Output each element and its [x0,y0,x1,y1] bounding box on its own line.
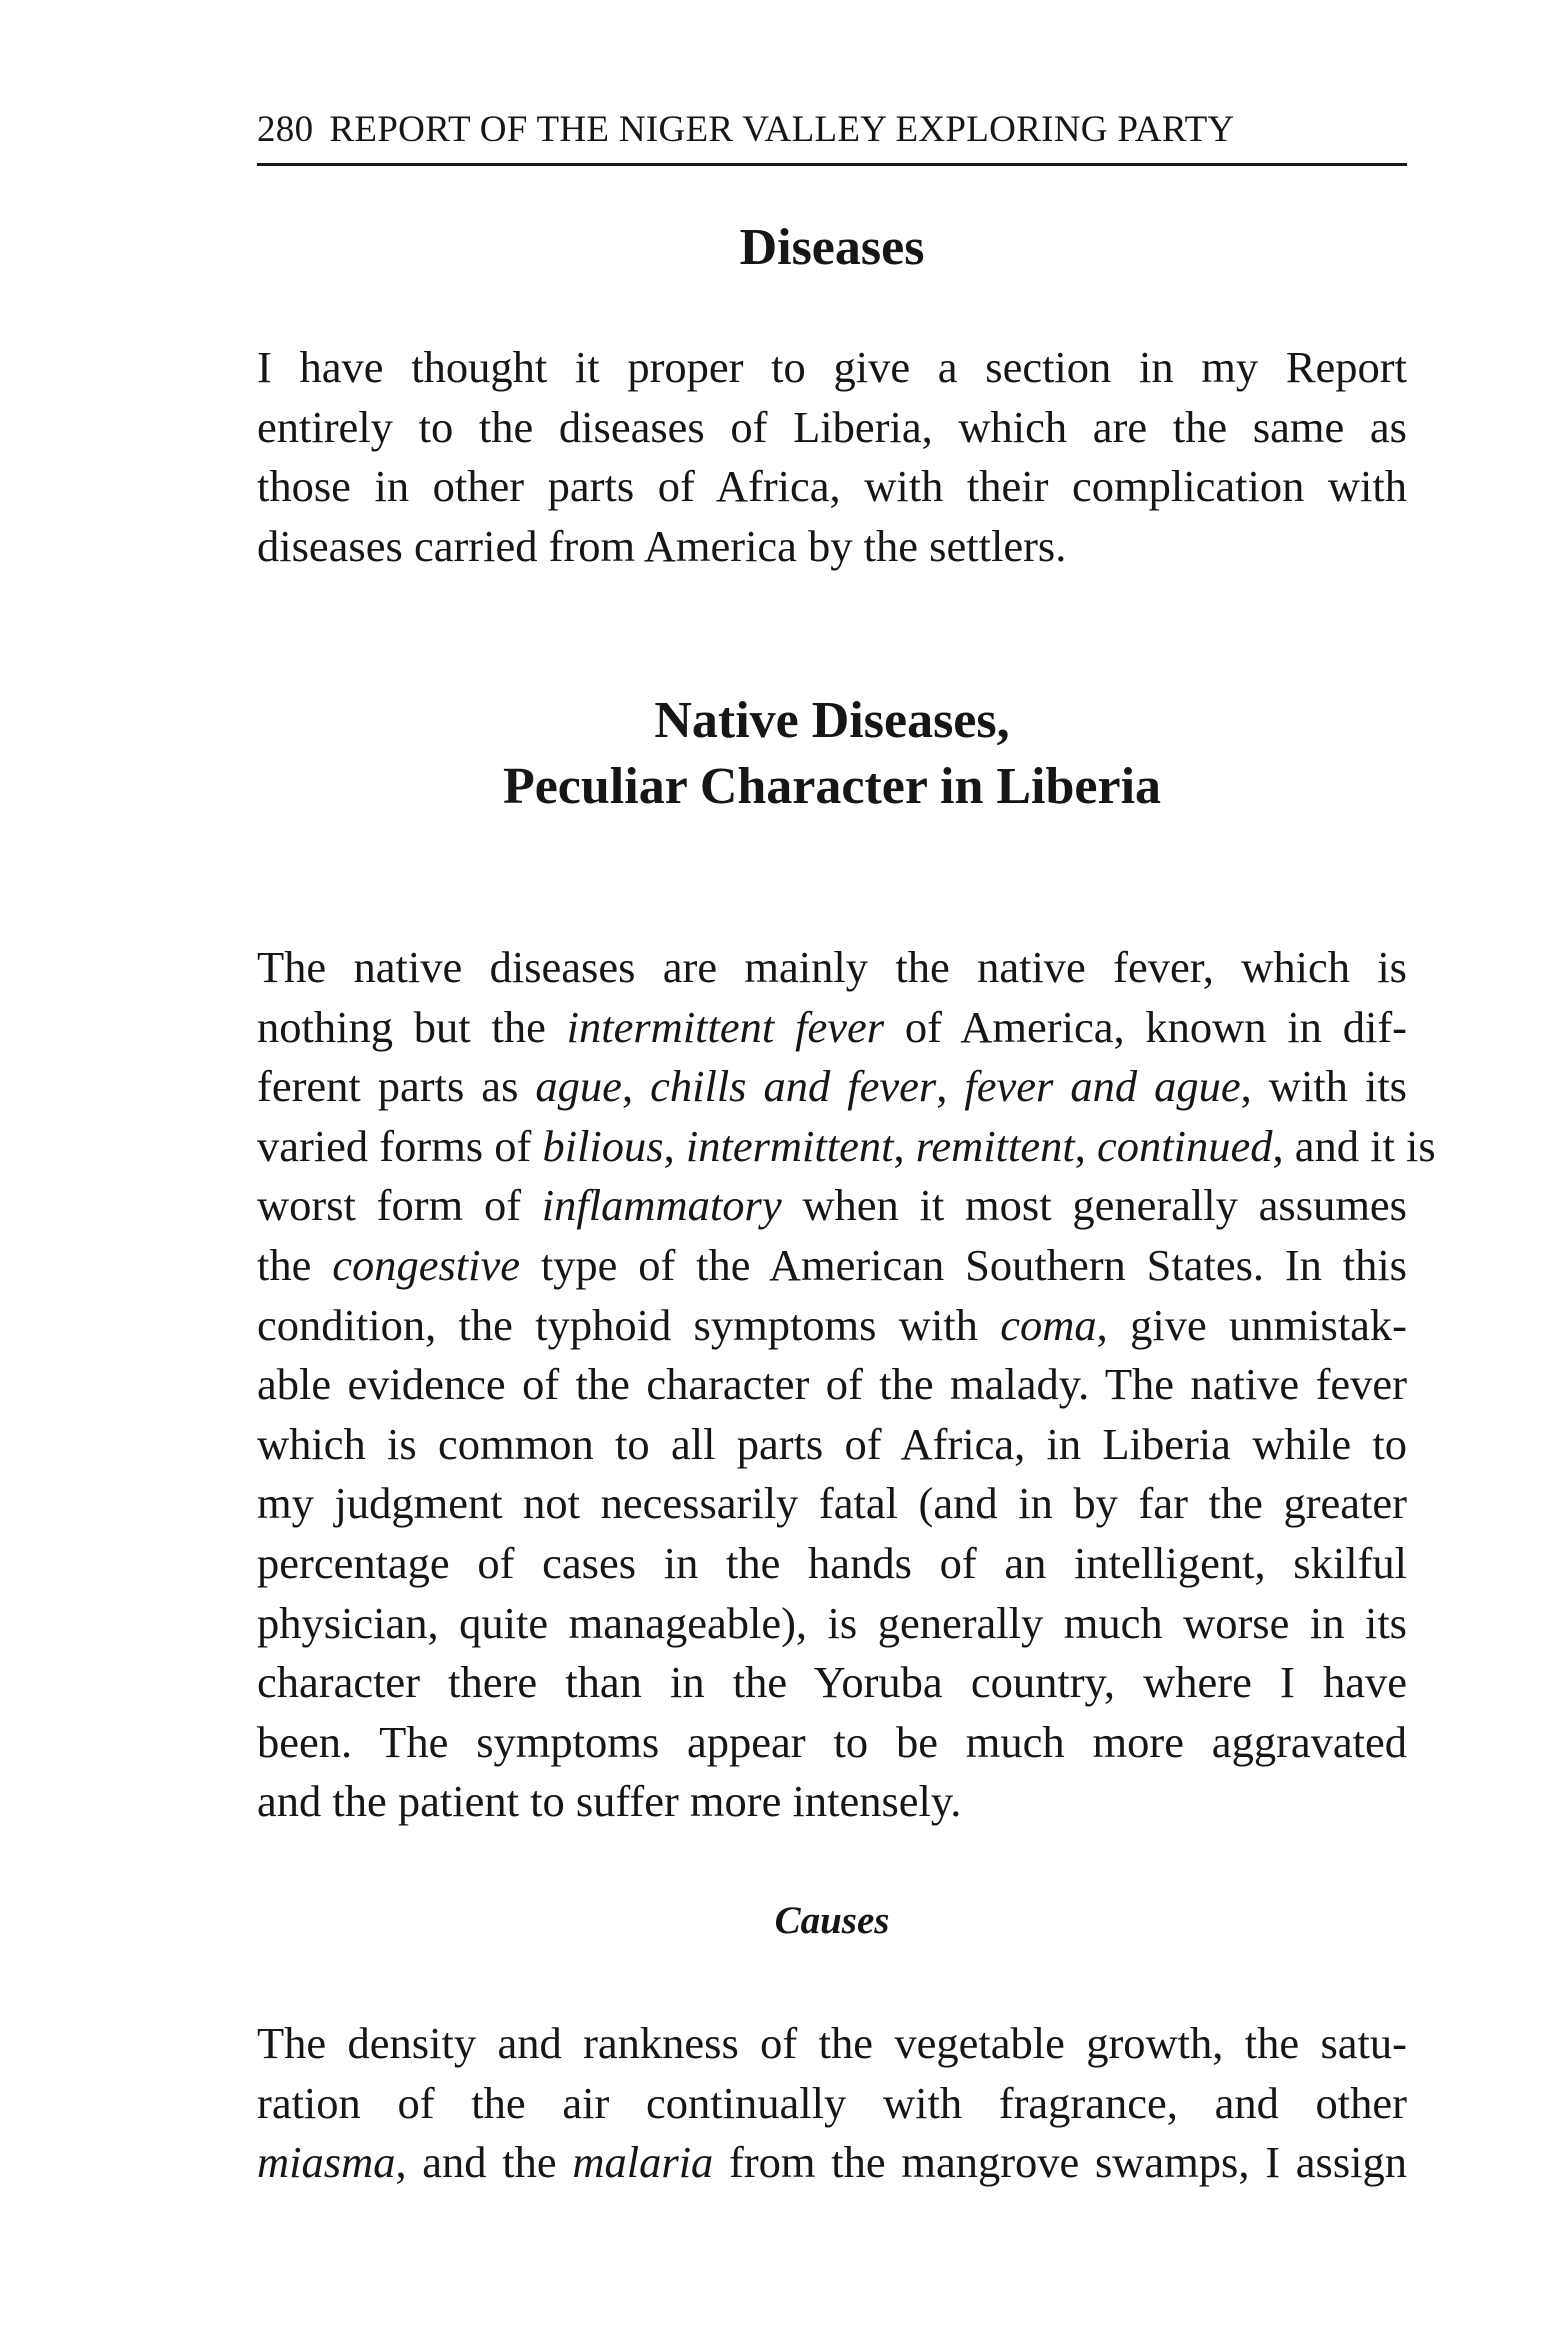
italic-term: continued [1097,1120,1273,1171]
paragraph-intro [257,338,1407,576]
text-line: and the patient to suffer more intensely. [257,1776,962,1827]
section-heading-native-diseases [257,688,1407,820]
text-line: miasma, and the malaria from the mangrove swamps, I assign [257,2137,1407,2188]
text-line: my judgment not necessarily fatal (and in by far the greater [257,1478,1407,1529]
italic-term: coma [1000,1299,1097,1350]
text-line: worst form of inflammatory when it most generally assumes [257,1180,1407,1231]
italic-term: malaria [572,2137,714,2188]
text-line: ferent parts as ague, chills and fever, fever and ague, with its [257,1061,1407,1112]
text-line: able evidence of the character of the malady. The native fever [257,1359,1407,1410]
text-line: I have thought it proper to give a section in my Report [257,342,1407,392]
text-line: ration of the air continually with fragrance, and other [257,2077,1407,2128]
header-rule [257,163,1407,166]
heading-line: Peculiar Character in Liberia [502,758,1162,815]
text-line: percentage of cases in the hands of an intelligent, skilful [257,1537,1407,1588]
italic-term: remittent [915,1120,1075,1171]
text-line: The native diseases are mainly the native fever, which is [257,942,1407,992]
italic-term: miasma [257,2137,396,2188]
text-line: which is common to all parts of Africa, in Liberia while to [257,1418,1407,1469]
paragraph-causes [257,2014,1407,2193]
italic-term: intermittent fever [566,1001,885,1052]
running-head [257,108,1407,152]
italic-term: congestive [332,1239,520,1290]
page-number: 280 [257,109,314,150]
text-line: entirely to the diseases of Liberia, which are the same as [257,401,1407,452]
text-line: diseases carried from America by the settlers. [257,520,1067,571]
text-line: character there than in the Yoruba country, where I have [257,1657,1407,1708]
italic-term: bilious [542,1120,664,1171]
book-page [257,0,1436,2327]
section-heading-causes: Causes [774,1899,890,1942]
text-line: nothing but the intermittent fever of America, known in dif- [257,1001,1407,1052]
running-title: REPORT OF THE NIGER VALLEY EXPLORING PARTY [329,109,1235,150]
text-line: the congestive type of the American Southern States. In this [257,1239,1407,1290]
text-line: The density and rankness of the vegetable growth, the satu- [257,2018,1407,2068]
heading-line: Native Diseases, [654,692,1010,749]
section-heading-diseases: Diseases [739,219,925,276]
italic-term: inflammatory [541,1180,782,1231]
italic-term: fever and ague [964,1061,1241,1112]
paragraph-native-diseases [257,938,1436,1832]
text-line: physician, quite manageable), is generally much worse in its [257,1597,1407,1648]
text-line: those in other parts of Africa, with their complication with [257,461,1407,512]
italic-term: intermittent [685,1120,894,1171]
text-line: condition, the typhoid symptoms with coma, give unmistak- [257,1299,1407,1350]
italic-term: ague [535,1061,622,1112]
italic-term: chills and fever [650,1061,937,1112]
text-line: varied forms of bilious, intermittent, remittent, continued, and it is [257,1120,1436,1171]
text-line: been. The symptoms appear to be much more aggravated [257,1716,1407,1767]
